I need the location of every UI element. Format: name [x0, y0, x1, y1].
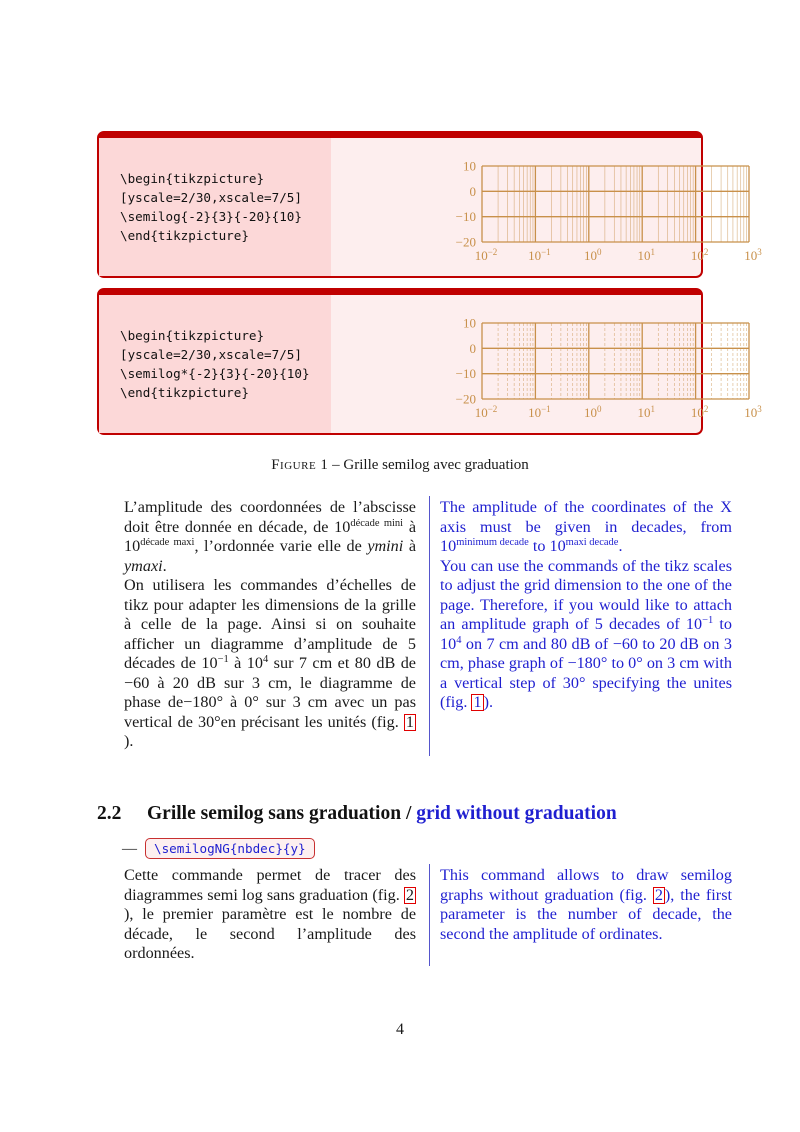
- svg-text:100: $10^0$: [584, 404, 602, 420]
- french-column-1: [124, 498, 416, 752]
- figure-label: Figure 1: [271, 457, 329, 473]
- svg-text:0: 0: [469, 183, 476, 199]
- code-line: [yscale=2/30,xscale=7/5]: [120, 190, 302, 205]
- svg-text:10−1: $10^{-1}$: [528, 247, 551, 263]
- code-example-box-2: [97, 288, 762, 435]
- code-listing-1: [99, 138, 331, 276]
- code-line: \begin{tikzpicture}: [120, 328, 265, 343]
- svg-text:10−2: $10^{-2}$: [474, 404, 498, 420]
- svg-text:102: $10^2$: [690, 247, 709, 263]
- paragraph: The amplitude of the coordinates of the X axis must be given in decades, from $10^{minimum decade}$ to $10^{maxi decade}$.: [440, 498, 732, 555]
- code-example-box-1: [97, 131, 762, 278]
- section-heading: 2.2 Grille semilog sans graduation / grid without graduation: [97, 803, 617, 824]
- svg-text:10: 10: [463, 315, 476, 331]
- list-dash: —: [122, 841, 137, 857]
- code-line: \end{tikzpicture}: [120, 385, 249, 400]
- svg-text:101: $10^1$: [637, 247, 655, 263]
- paragraph: On utilisera les commandes d’échelles de tikz pour adapter les dimensions de la grille à celle de la page. Ainsi si on souhaite afficher un diagramme d’amplitude de 5 décades de $10^{-1}$ à $10^4$ sur 7 cm et 80 dB de −60 à 20 dB sur 3 cm, le diagramme de phase de−180° à 0° sur 3 cm avec un pas vertical de 30°en précisant les unités (fig. 1).: [124, 576, 416, 750]
- command-syntax-box: \semilogNG{nbdec}{y}: [145, 838, 315, 859]
- figure-caption: Figure 1 – Grille semilog avec graduation: [271, 457, 529, 473]
- figure-ref-link[interactable]: 2: [405, 885, 414, 904]
- svg-text:10−1: $10^{-1}$: [528, 404, 551, 420]
- svg-text:103: $10^3$: [744, 404, 762, 420]
- figure-ref-link[interactable]: 2: [654, 885, 663, 904]
- paragraph: L’amplitude des coordonnées de l’abscisse doit être donnée en décade, de $10^{décade mini}$ à $10^{décade maxi}$, l’ordonnée varie elle de ymini à ymaxi.: [124, 498, 417, 575]
- svg-text:10−2: $10^{-2}$: [474, 247, 498, 263]
- english-column-2: [440, 866, 732, 944]
- section-number: 2.2: [97, 803, 122, 824]
- page-number: 4: [396, 1021, 404, 1038]
- code-line: \begin{tikzpicture}: [120, 171, 265, 186]
- section-title-fr: Grille semilog sans graduation: [147, 803, 402, 824]
- svg-text:−20: −20: [455, 234, 476, 250]
- svg-text:101: $10^1$: [637, 404, 655, 420]
- code-line: \semilog{-2}{3}{-20}{10}: [120, 209, 302, 224]
- french-column-2: [124, 866, 416, 964]
- paragraph: You can use the commands of the tikz scales to adjust the grid dimension to the one of the page. Therefore, if you would like to attach an amplitude graph of 5 decades of $10^{-1}$ to $10^4$ on 7 cm and 80 dB of −60 to 20 dB on 3 cm, phase graph of −180° to 0° on 3 cm with a vertical step of 30° specifying the unites (fig. 1 ).: [440, 556, 732, 711]
- english-column-1: [440, 498, 732, 713]
- svg-text:0: 0: [469, 340, 476, 356]
- svg-text:−20: −20: [455, 391, 476, 407]
- command-item: [122, 838, 315, 859]
- code-listing-2: [99, 295, 331, 433]
- figure-caption-text: Grille semilog avec graduation: [343, 457, 529, 473]
- svg-text:102: $10^2$: [690, 404, 709, 420]
- svg-text:103: $10^3$: [744, 247, 762, 263]
- svg-text:10: 10: [463, 158, 476, 174]
- section-title-en: grid without graduation: [416, 803, 617, 824]
- code-line: \end{tikzpicture}: [120, 228, 249, 243]
- column-divider: [429, 864, 430, 966]
- paragraph: Cette commande permet de tracer des diagrammes semi log sans graduation (fig. 2), le premier paramètre est le nombre de décade, le second l’amplitude des ordonnées.: [124, 866, 416, 962]
- figure-ref-link[interactable]: 1: [405, 712, 414, 731]
- svg-text:100: $10^0$: [584, 247, 602, 263]
- paragraph: This command allows to draw semilog graphs without graduation (fig. 2 ), the first parameter is the number of decade, the second the amplitude of ordinates.: [440, 866, 732, 943]
- figure-ref-link[interactable]: 1: [473, 693, 482, 711]
- semilog-graph-2: [331, 295, 762, 435]
- svg-text:−10: −10: [455, 209, 476, 225]
- code-line: \semilog*{-2}{3}{-20}{10}: [120, 366, 310, 381]
- code-line: [yscale=2/30,xscale=7/5]: [120, 347, 302, 362]
- column-divider: [429, 496, 430, 756]
- svg-text:−10: −10: [455, 366, 476, 382]
- semilog-graph-1: [331, 138, 762, 278]
